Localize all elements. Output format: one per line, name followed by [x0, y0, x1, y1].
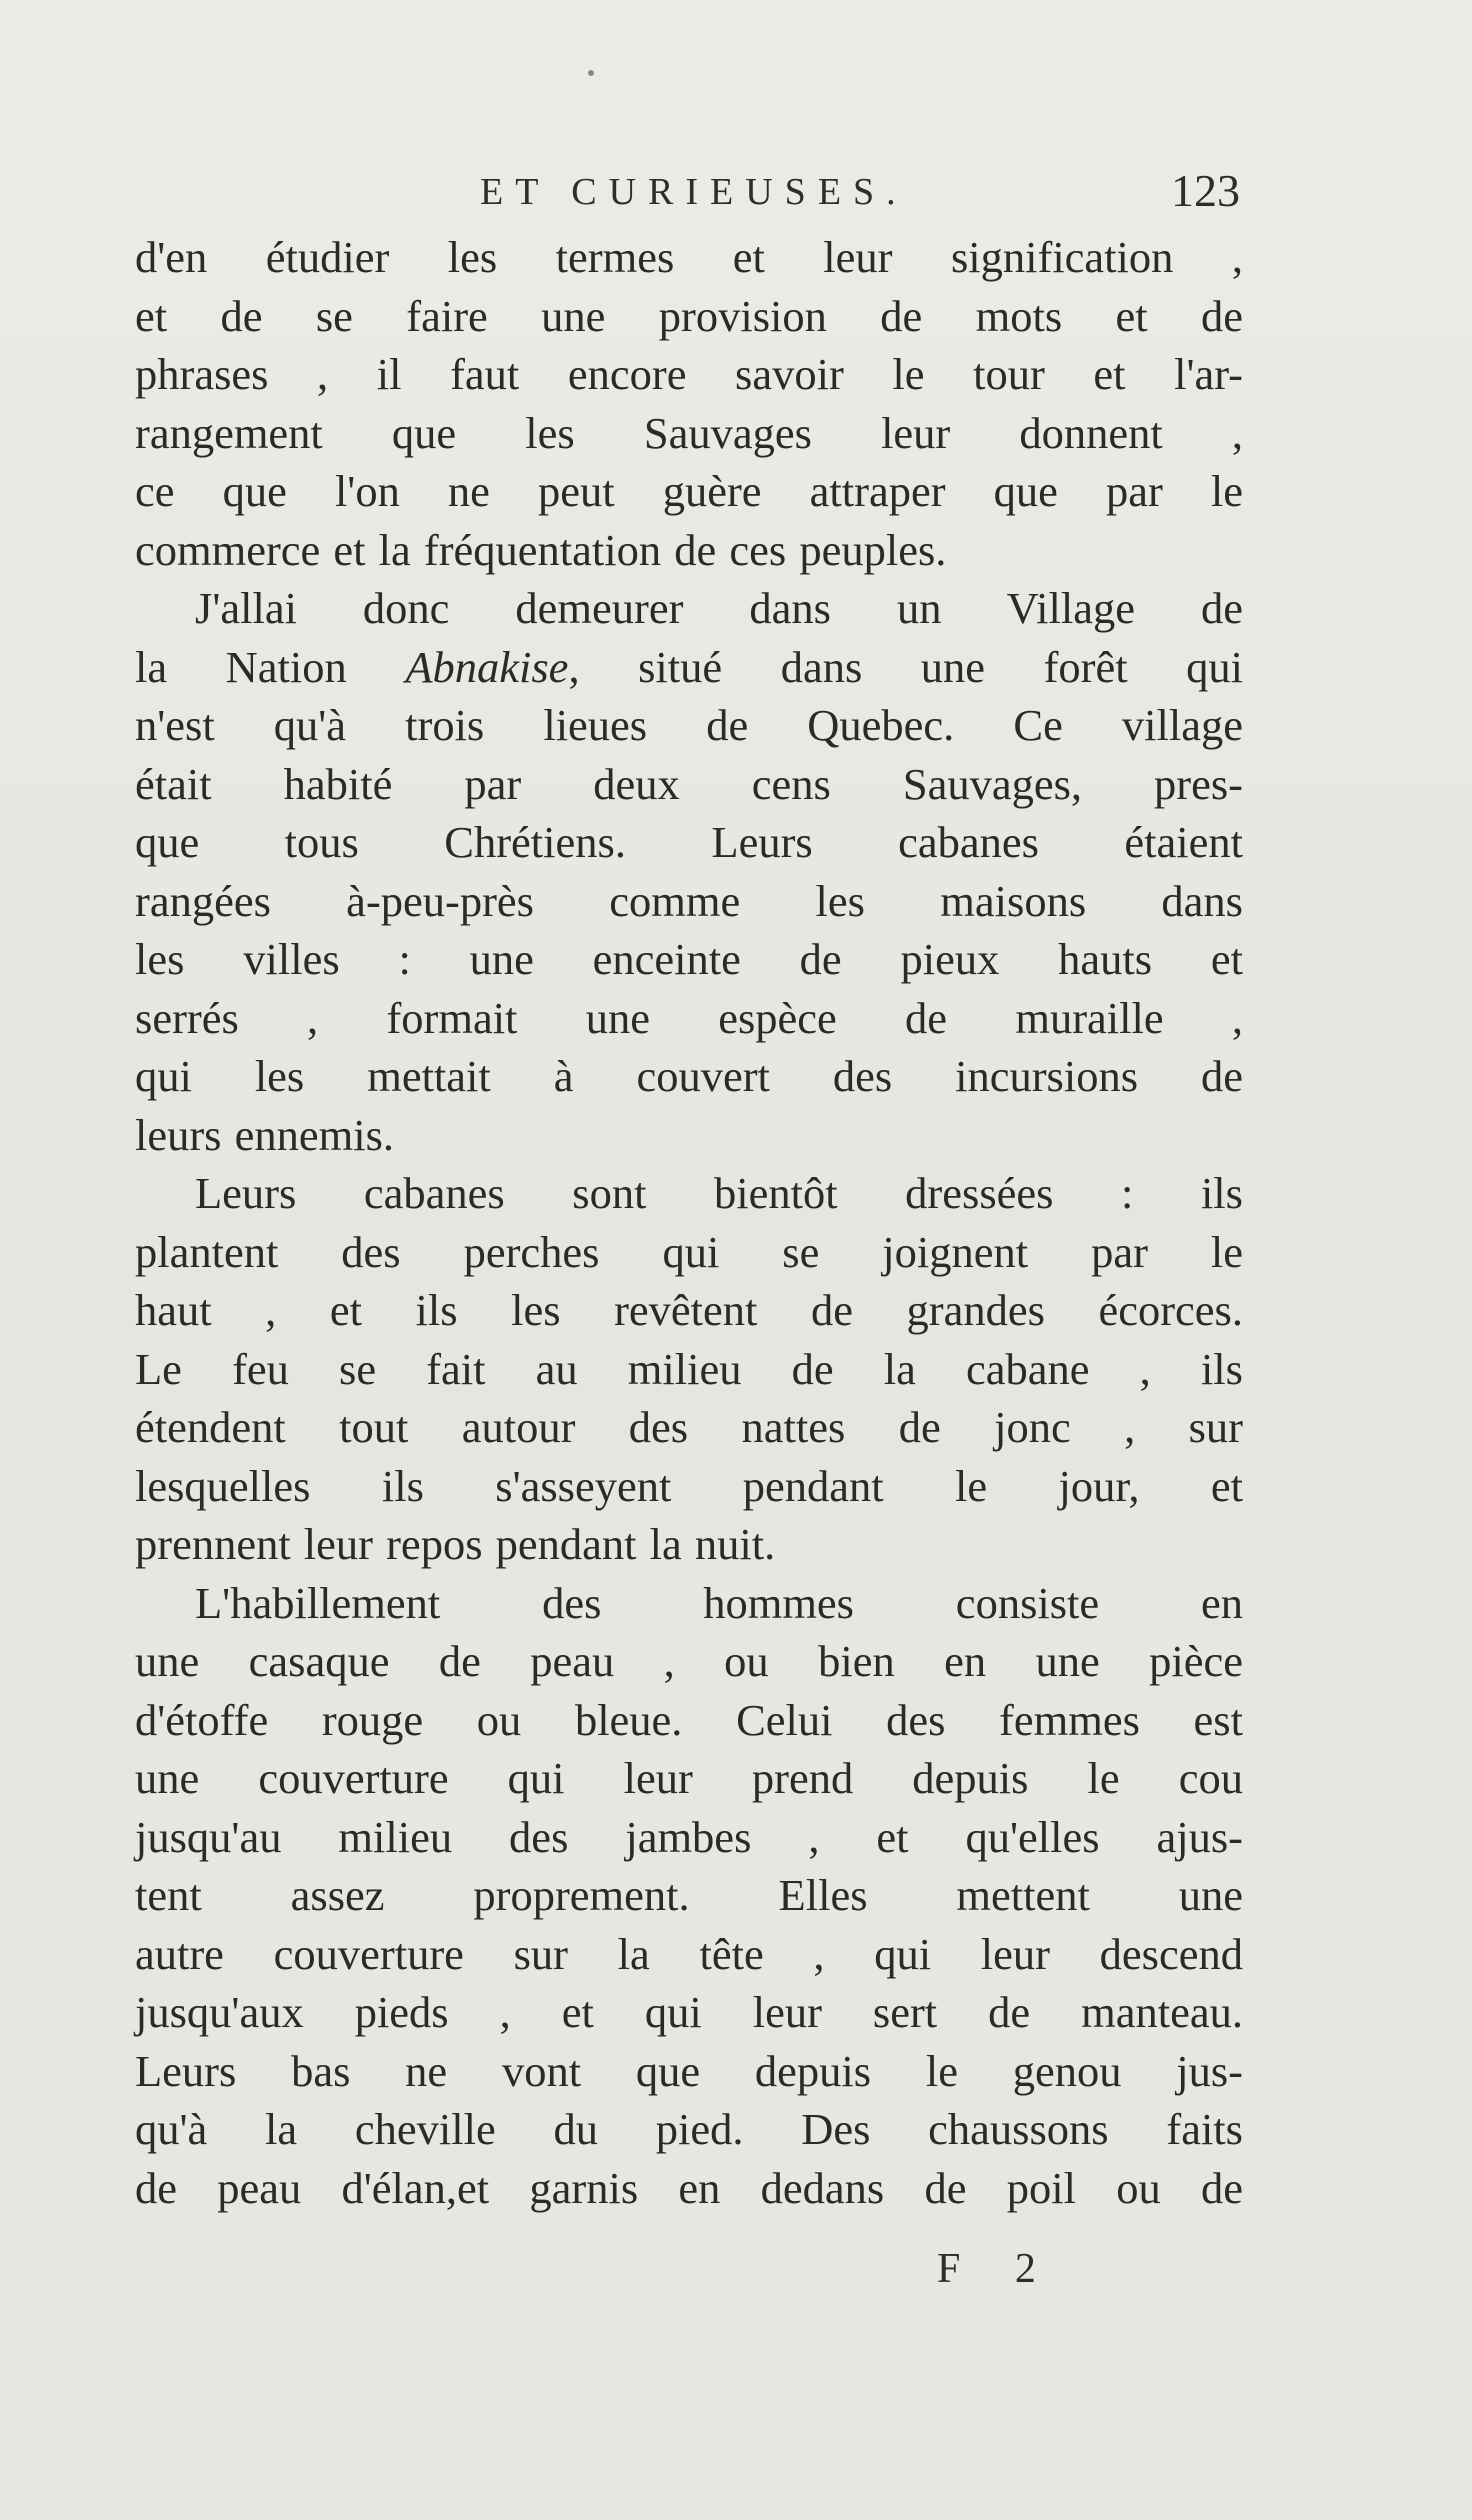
- italic-nation-name: Abnakise: [405, 641, 569, 692]
- text-line: étendent tout autour des nattes de jonc , sur: [135, 1402, 1243, 1452]
- text-line: qui les mettait à couvert des incursions de: [135, 1051, 1243, 1101]
- text-line: tent assez proprement. Elles mettent une: [135, 1870, 1243, 1920]
- text-line: était habité par deux cens Sauvages, pres-: [135, 758, 1243, 809]
- text-line: ce que l'on ne peut guère attraper que par le: [135, 466, 1243, 516]
- text-line: L'habillement des hommes consiste en: [195, 1577, 1243, 1628]
- text-line: Leurs cabanes sont bientôt dressées : ils: [195, 1168, 1243, 1218]
- text-line: une couverture qui leur prend depuis le cou: [135, 1753, 1243, 1803]
- running-title: ET CURIEUSES.: [480, 171, 908, 213]
- text-segment: , situé dans une forêt qui: [568, 641, 1243, 692]
- text-line: plantent des perches qui se joignent par le: [135, 1226, 1243, 1277]
- text-line: que tous Chrétiens. Leurs cabanes étaient: [135, 817, 1243, 867]
- text-line: commerce et la fréquentation de ces peuples.: [135, 524, 947, 575]
- text-line: et de se faire une provision de mots et de: [135, 290, 1243, 341]
- paper-speck: [588, 70, 594, 76]
- text-line: les villes : une enceinte de pieux hauts et: [135, 934, 1243, 984]
- signature-mark: F 2: [937, 2246, 1058, 2292]
- text-line: une casaque de peau , ou bien en une pièce: [135, 1636, 1243, 1686]
- text-line: jusqu'aux pieds , et qui leur sert de manteau.: [135, 1987, 1243, 2037]
- text-line: autre couverture sur la tête , qui leur descend: [135, 1928, 1243, 1979]
- text-line: [135, 638, 1243, 697]
- page-number: 123: [1171, 165, 1240, 216]
- text-line: serrés , formait une espèce de muraille ,: [135, 992, 1243, 1043]
- text-line: phrases , il faut encore savoir le tour et l'ar-: [135, 349, 1243, 399]
- text-line: rangement que les Sauvages leur donnent ,: [135, 407, 1243, 458]
- text-line: leurs ennemis.: [135, 1109, 395, 1160]
- text-line: rangées à-peu-près comme les maisons dans: [135, 875, 1243, 926]
- text-line: d'étoffe rouge ou bleue. Celui des femmes est: [135, 1694, 1243, 1745]
- text-line: J'allai donc demeurer dans un Village de: [195, 583, 1243, 633]
- text-line: haut , et ils les revêtent de grandes écorces.: [135, 1285, 1243, 1335]
- text-line: n'est qu'à trois lieues de Quebec. Ce village: [135, 700, 1243, 750]
- text-line: qu'à la cheville du pied. Des chaussons faits: [135, 2104, 1243, 2154]
- text-line: de peau d'élan,et garnis en dedans de poil ou de: [135, 2162, 1243, 2213]
- page-header: [130, 165, 1240, 230]
- body-text: [135, 228, 1243, 2217]
- text-line: jusqu'au milieu des jambes , et qu'elles ajus-: [135, 1811, 1243, 1862]
- text-line: Leurs bas ne vont que depuis le genou jus-: [135, 2045, 1243, 2096]
- text-line: d'en étudier les termes et leur signification ,: [135, 232, 1243, 282]
- text-line: prennent leur repos pendant la nuit.: [135, 1519, 776, 1569]
- text-segment: la Nation: [135, 641, 406, 692]
- text-line: Le feu se fait au milieu de la cabane , ils: [135, 1343, 1243, 1394]
- text-line: lesquelles ils s'asseyent pendant le jour, et: [135, 1460, 1243, 1511]
